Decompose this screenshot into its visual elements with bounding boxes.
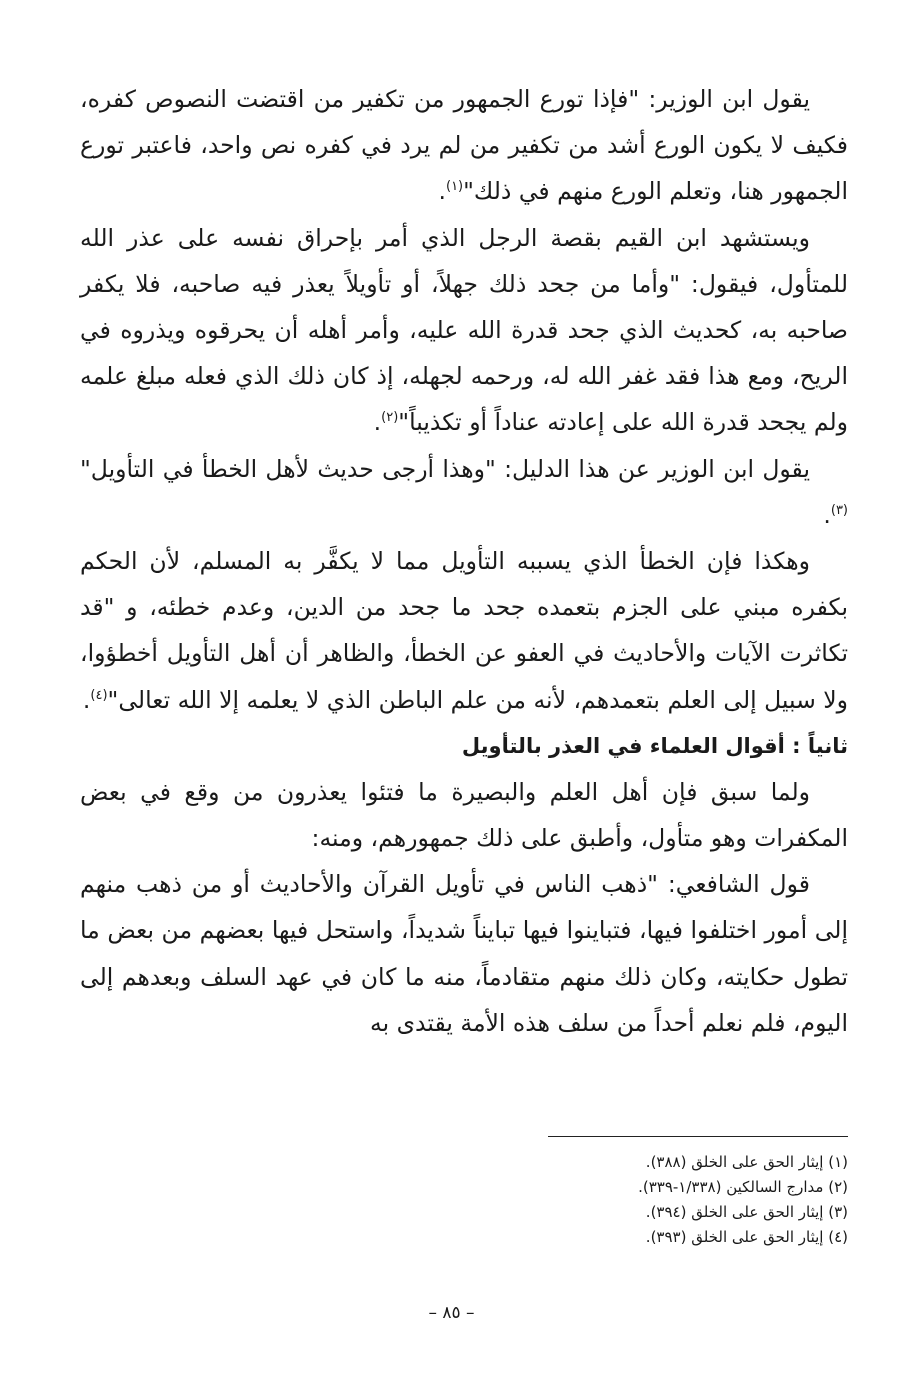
paragraph-scholars-intro: ولما سبق فإن أهل العلم والبصيرة ما فتئوا يعذرون من وقع في بعض المكفرات وهو متأول، وأطبق على ذلك جمهورهم، ومنه:	[80, 777, 848, 853]
footnote-1: (١) إيثار الحق على الخلق (٣٨٨).	[645, 1153, 848, 1171]
paragraph-ibn-al-wazir-1: يقول ابن الوزير: "فإذا تورع الجمهور من تكفير من اقتضت النصوص كفره، فكيف لا يكون الورع أشد من تكفير من لم يرد في كفره نص واحد، فاعتبر تورع الجمهور هنا، وتعلم الورع منهم في ذلك"$^{(١)}$.	[80, 85, 848, 206]
footnote-ref-3[interactable]: (٣)	[830, 503, 848, 518]
footnote-ref-2[interactable]: (٢)	[381, 410, 399, 426]
main-text	[80, 76, 848, 1046]
paragraph-shafii-quote: قول الشافعي: "ذهب الناس في تأويل القرآن والأحاديث أو من ذهب منهم إلى أمور اختلفوا فيها، فتباينوا فيها تبايناً شديداً، واستحل فيها بعضهم من بعض ما تطول حكايته، وكان ذلك منهم متقادماً، منه ما كان في عهد السلف وبعدهم إلى اليوم، فلم نعلم أحداً من سلف هذه الأمة يقتدى به	[80, 870, 848, 1037]
footnote-ref-4[interactable]: (٤)	[90, 687, 108, 703]
paragraph-ibn-al-qayyim: ويستشهد ابن القيم بقصة الرجل الذي أمر بإحراق نفسه على عذر الله للمتأول، فيقول: "وأما من جحد ذلك جهلاً، أو تأويلاً يعذر فيه صاحبه، فلا يكفر صاحبه به، كحديث الذي جحد قدرة الله عليه، وأمر أهله أن يحرقوه ويذروه في الريح، ومع هذا فقد غفر الله له، ورحمه لجهله، إذ كان ذلك الذي فعله مبلغ علمه ولم يجحد قدرة الله على إعادته عناداً أو تكذيباً"$^{(٢)}$.	[80, 223, 848, 437]
footnote-2: (٢) مدارج السالكين (١/٣٣٨-٣٣٩).	[638, 1178, 848, 1196]
paragraph-ibn-al-wazir-2: يقول ابن الوزير عن هذا الدليل: "وهذا أرجى حديث لأهل الخطأ في التأويل"$^{(٣)}$.	[80, 454, 848, 529]
footnote-4: (٤) إيثار الحق على الخلق (٣٩٣).	[645, 1228, 848, 1246]
section-heading: ثانياً : أقوال العلماء في العذر بالتأويل	[461, 733, 848, 758]
footnotes	[80, 1150, 848, 1250]
footnote-ref-1[interactable]: (١)	[445, 179, 464, 195]
footnote-divider	[548, 1136, 848, 1137]
page-number: – ٨٥ –	[428, 1303, 475, 1323]
footnote-3: (٣) إيثار الحق على الخلق (٣٩٤).	[645, 1203, 848, 1221]
paragraph-conclusion: وهكذا فإن الخطأ الذي يسببه التأويل مما لا يكفَّر به المسلم، لأن الحكم بكفره مبني على الجزم بتعمده جحد ما جحد من الدين، وعدم خطئه، و "قد تكاثرت الآيات والأحاديث في العفو عن الخطأ، والظاهر أن أهل التأويل أخطؤوا، ولا سبيل إلى العلم بتعمدهم، لأنه من علم الباطن الذي لا يعلمه إلا الله تعالى"$^{(٤)}$.	[80, 547, 848, 714]
